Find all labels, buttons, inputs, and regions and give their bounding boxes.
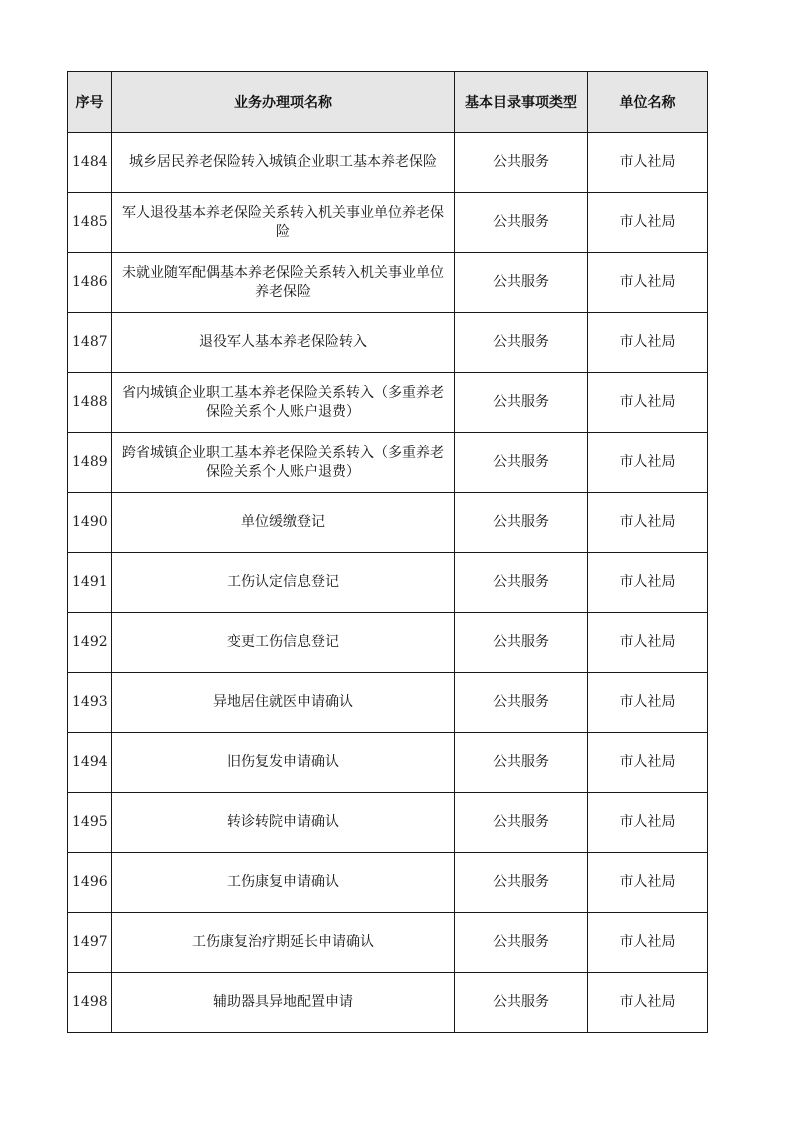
row-type: 公共服务 bbox=[455, 133, 588, 193]
row-no: 1488 bbox=[68, 373, 112, 433]
row-name: 工伤康复申请确认 bbox=[112, 853, 455, 913]
row-no: 1493 bbox=[68, 673, 112, 733]
row-unit: 市人社局 bbox=[588, 913, 708, 973]
row-unit: 市人社局 bbox=[588, 493, 708, 553]
row-type: 公共服务 bbox=[455, 373, 588, 433]
row-no: 1487 bbox=[68, 313, 112, 373]
row-name: 军人退役基本养老保险关系转入机关事业单位养老保险 bbox=[112, 193, 455, 253]
row-type: 公共服务 bbox=[455, 853, 588, 913]
table-row bbox=[68, 493, 708, 553]
table-row bbox=[68, 553, 708, 613]
table-row bbox=[68, 433, 708, 493]
table-row bbox=[68, 193, 708, 253]
table-row bbox=[68, 913, 708, 973]
row-no: 1485 bbox=[68, 193, 112, 253]
row-name: 跨省城镇企业职工基本养老保险关系转入（多重养老保险关系个人账户退费） bbox=[112, 433, 455, 493]
table-row bbox=[68, 373, 708, 433]
row-type: 公共服务 bbox=[455, 793, 588, 853]
row-unit: 市人社局 bbox=[588, 733, 708, 793]
table-row bbox=[68, 133, 708, 193]
row-type: 公共服务 bbox=[455, 973, 588, 1033]
row-no: 1490 bbox=[68, 493, 112, 553]
row-no: 1495 bbox=[68, 793, 112, 853]
table-row bbox=[68, 673, 708, 733]
row-type: 公共服务 bbox=[455, 433, 588, 493]
table-row bbox=[68, 613, 708, 673]
header-no: 序号 bbox=[68, 72, 112, 133]
row-no: 1484 bbox=[68, 133, 112, 193]
row-type: 公共服务 bbox=[455, 913, 588, 973]
row-unit: 市人社局 bbox=[588, 613, 708, 673]
row-name: 退役军人基本养老保险转入 bbox=[112, 313, 455, 373]
row-type: 公共服务 bbox=[455, 553, 588, 613]
row-type: 公共服务 bbox=[455, 493, 588, 553]
row-no: 1496 bbox=[68, 853, 112, 913]
row-name: 单位缓缴登记 bbox=[112, 493, 455, 553]
row-unit: 市人社局 bbox=[588, 373, 708, 433]
row-unit: 市人社局 bbox=[588, 853, 708, 913]
row-name: 工伤康复治疗期延长申请确认 bbox=[112, 913, 455, 973]
table-row bbox=[68, 853, 708, 913]
table-row bbox=[68, 793, 708, 853]
row-name: 旧伤复发申请确认 bbox=[112, 733, 455, 793]
row-type: 公共服务 bbox=[455, 613, 588, 673]
header-type: 基本目录事项类型 bbox=[455, 72, 588, 133]
row-no: 1486 bbox=[68, 253, 112, 313]
row-no: 1489 bbox=[68, 433, 112, 493]
service-items-table bbox=[67, 71, 708, 1033]
row-unit: 市人社局 bbox=[588, 553, 708, 613]
table-header-row bbox=[68, 72, 708, 133]
row-name: 异地居住就医申请确认 bbox=[112, 673, 455, 733]
row-no: 1491 bbox=[68, 553, 112, 613]
row-unit: 市人社局 bbox=[588, 253, 708, 313]
table-row bbox=[68, 733, 708, 793]
table-row bbox=[68, 253, 708, 313]
row-name: 变更工伤信息登记 bbox=[112, 613, 455, 673]
row-unit: 市人社局 bbox=[588, 433, 708, 493]
row-type: 公共服务 bbox=[455, 253, 588, 313]
row-unit: 市人社局 bbox=[588, 793, 708, 853]
row-no: 1494 bbox=[68, 733, 112, 793]
row-type: 公共服务 bbox=[455, 193, 588, 253]
header-unit: 单位名称 bbox=[588, 72, 708, 133]
row-name: 未就业随军配偶基本养老保险关系转入机关事业单位养老保险 bbox=[112, 253, 455, 313]
row-unit: 市人社局 bbox=[588, 973, 708, 1033]
table-row bbox=[68, 313, 708, 373]
row-name: 转诊转院申请确认 bbox=[112, 793, 455, 853]
row-name: 城乡居民养老保险转入城镇企业职工基本养老保险 bbox=[112, 133, 455, 193]
header-name: 业务办理项名称 bbox=[112, 72, 455, 133]
row-unit: 市人社局 bbox=[588, 193, 708, 253]
row-unit: 市人社局 bbox=[588, 313, 708, 373]
row-unit: 市人社局 bbox=[588, 673, 708, 733]
table-row bbox=[68, 973, 708, 1033]
row-name: 省内城镇企业职工基本养老保险关系转入（多重养老保险关系个人账户退费） bbox=[112, 373, 455, 433]
row-type: 公共服务 bbox=[455, 733, 588, 793]
row-no: 1498 bbox=[68, 973, 112, 1033]
row-type: 公共服务 bbox=[455, 673, 588, 733]
row-type: 公共服务 bbox=[455, 313, 588, 373]
row-name: 工伤认定信息登记 bbox=[112, 553, 455, 613]
row-name: 辅助器具异地配置申请 bbox=[112, 973, 455, 1033]
row-no: 1492 bbox=[68, 613, 112, 673]
row-unit: 市人社局 bbox=[588, 133, 708, 193]
row-no: 1497 bbox=[68, 913, 112, 973]
